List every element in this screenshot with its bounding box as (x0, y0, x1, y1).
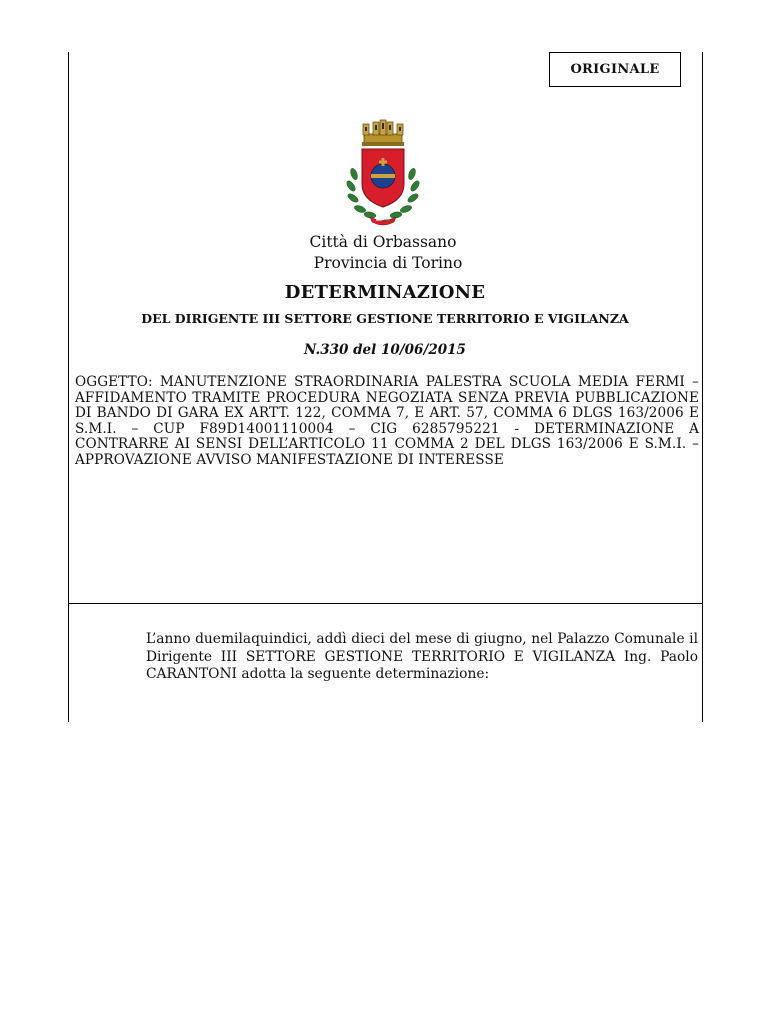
crown-icon (362, 120, 404, 146)
subject-paragraph: OGGETTO: MANUTENZIONE STRAORDINARIA PALESTRA SCUOLA MEDIA FERMI – AFFIDAMENTO TRAMITE PROCEDURA NEGOZIATA SENZA PREVIA PUBBLICAZIONE DI BANDO DI GARA EX ARTT. 122, COMMA 7, E ART. 57, COMMA 6 DLGS 163/2006 E S.M.I. – CUP F89D14001110004 – CIG 6285795221 - DETERMINAZIONE A CONTRARRE AI SENSI DELL’ARTICOLO 11 COMMA 2 DEL DLGS 163/2006 E S.M.I. – APPROVAZIONE AVVISO MANIFESTAZIONE DI INTERESSE (75, 374, 699, 468)
city-name: Città di Orbassano (309, 233, 457, 251)
document-number: N.330 del 10/06/2015 (304, 342, 466, 358)
status-badge-label: ORIGINALE (570, 62, 660, 77)
section-divider (68, 603, 703, 604)
intro-paragraph: L’anno duemilaquindici, addì dieci del mese di giugno, nel Palazzo Comunale il Dirigente III SETTORE GESTIONE TERRITORIO E VIGILANZA Ing. Paolo CARANTONI adotta la seguente determinazione: (146, 631, 698, 682)
document-title: DETERMINAZIONE (284, 282, 486, 303)
province-name: Provincia di Torino (313, 254, 463, 272)
document-subtitle: DEL DIRIGENTE III SETTORE GESTIONE TERRITORIO E VIGILANZA (141, 311, 629, 326)
left-border-line (68, 52, 69, 722)
status-badge (549, 52, 681, 87)
right-border-line (702, 52, 703, 722)
coat-of-arms-icon (340, 114, 426, 234)
